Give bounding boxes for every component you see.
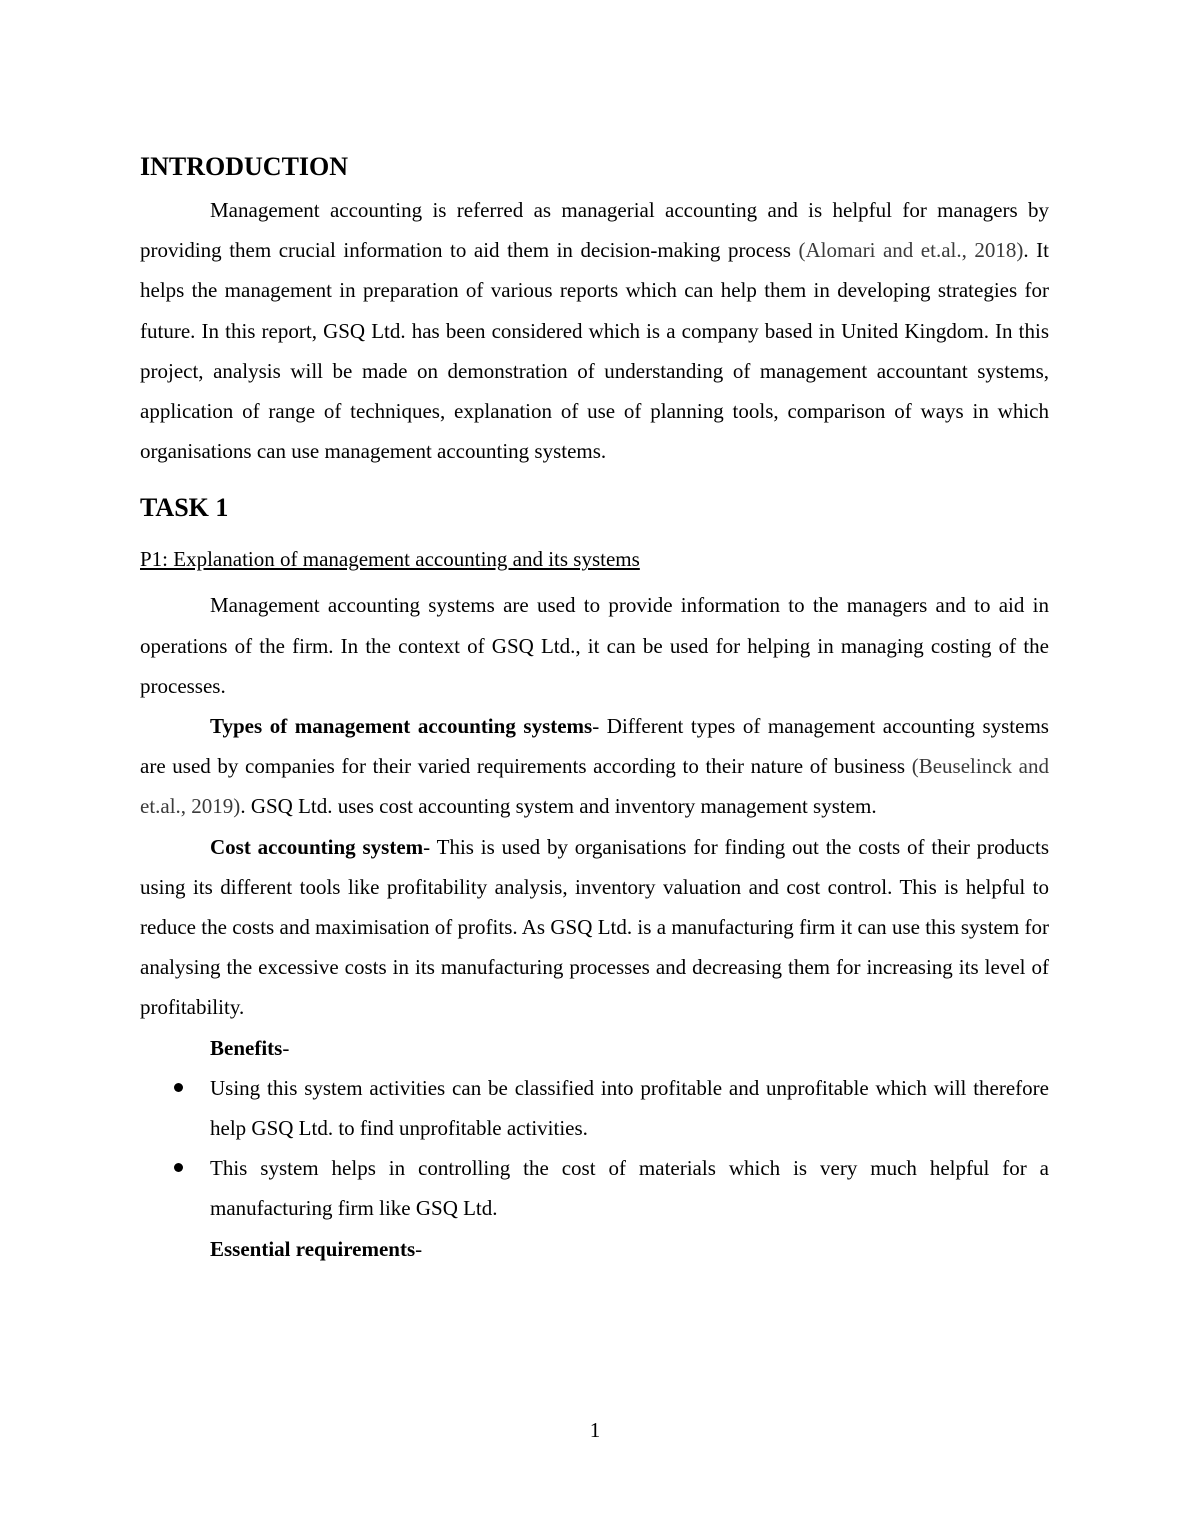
types-text-1: - Different types of management accounting systems are used by companies for their varied requirements according to their nature of business	[140, 714, 1049, 779]
types-paragraph	[140, 706, 1049, 827]
bullet-icon	[174, 1163, 183, 1172]
cost-label: Cost accounting system	[210, 834, 424, 859]
intro-text-1: Management accounting is referred as managerial accounting and is helpful for managers by providing them crucial information to aid them in decision-making process	[140, 198, 1049, 263]
introduction-heading: INTRODUCTION	[140, 152, 349, 181]
cost-accounting-paragraph	[140, 827, 1049, 1028]
intro-text-2: . It helps the management in preparation of various reports which can help them in developing strategies for future. In this report, GSQ Ltd. has been considered which is a company based in United Kingdom. In this project, analysis will be made on demonstration of understanding of management accountant systems, application of range of techniques, explanation of use of planning tools, comparison of ways in which organisations can use management accounting systems.	[140, 238, 1049, 464]
essential-suffix: -	[415, 1236, 423, 1261]
types-label: Types of management accounting systems	[210, 714, 593, 739]
types-text-2: . GSQ Ltd. uses cost accounting system and inventory management system.	[240, 794, 877, 819]
essential-requirements-heading	[140, 1229, 1049, 1269]
cost-text: - This is used by organisations for finding out the costs of their products using its different tools like profitability analysis, inventory valuation and cost control. This is helpful to reduce the costs and maximisation of profits. As GSQ Ltd. is a manufacturing firm it can use this system for analysing the excessive costs in its manufacturing processes and decreasing them for increasing its level of profitability.	[140, 834, 1049, 1020]
page-number: 1	[589, 1418, 601, 1442]
benefit-text: Using this system activities can be classified into profitable and unprofitable which will therefore help GSQ Ltd. to find unprofitable activities.	[210, 1075, 1049, 1141]
benefits-heading	[140, 1028, 1049, 1068]
document-page	[140, 148, 1049, 1269]
benefits-label: Benefits	[210, 1035, 283, 1060]
introduction-paragraph	[140, 190, 1049, 471]
mas-paragraph: Management accounting systems are used to provide information to the managers and to aid in operations of the firm. In the context of GSQ Ltd., it can be used for helping in managing costing of the processes.	[140, 593, 1049, 698]
citation-beuselinck: (Beuselinck and et.al., 2019)	[140, 754, 1050, 819]
benefit-text: This system helps in controlling the cost of materials which is very much helpful for a manufacturing firm like GSQ Ltd.	[210, 1156, 1049, 1221]
list-item	[140, 1148, 1049, 1228]
benefits-suffix: -	[282, 1035, 290, 1060]
list-item	[140, 1068, 1049, 1148]
task1-heading: TASK 1	[140, 493, 229, 523]
essential-label: Essential requirements	[210, 1236, 416, 1261]
citation-alomari: (Alomari and et.al., 2018)	[798, 238, 1024, 263]
bullet-icon	[174, 1083, 183, 1092]
benefits-list	[140, 1068, 1049, 1229]
p1-subheading: P1: Explanation of management accounting and its systems	[140, 547, 640, 572]
